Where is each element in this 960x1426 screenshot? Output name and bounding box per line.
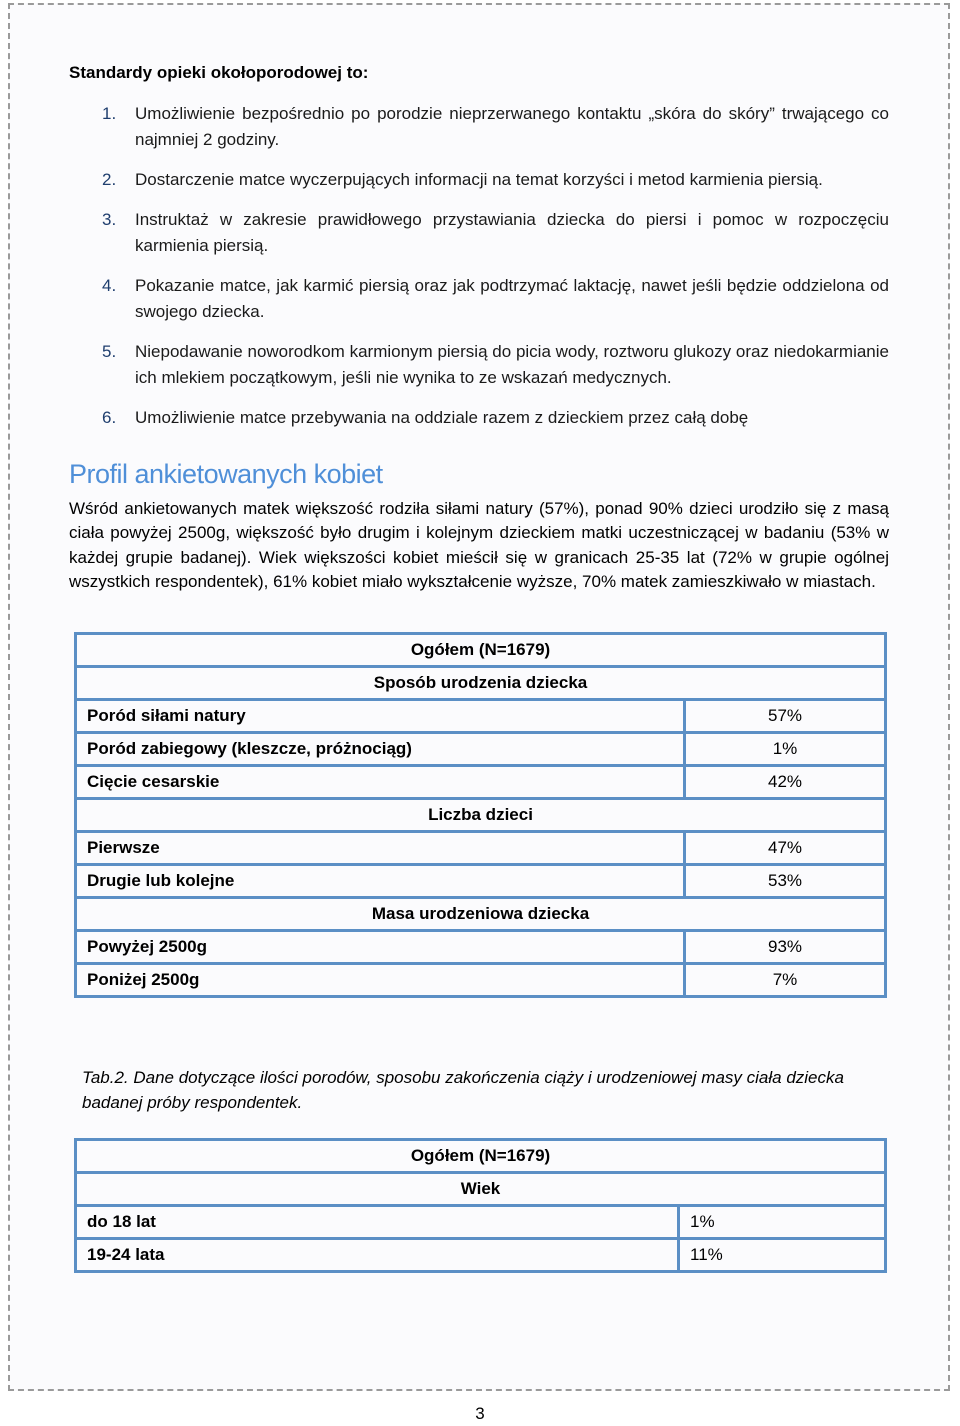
list-item (69, 273, 889, 325)
row-label: Drugie lub kolejne (76, 865, 685, 898)
table-header-row (76, 1140, 886, 1173)
row-value: 1% (679, 1206, 886, 1239)
list-item-number: 6. (102, 408, 117, 427)
row-label: do 18 lat (76, 1206, 679, 1239)
row-value: 53% (685, 865, 886, 898)
table-section-row (76, 799, 886, 832)
list-item-text: Dostarczenie matce wyczerpujących informacji na temat korzyści i metod karmienia piersią. (135, 170, 823, 189)
row-value: 93% (685, 931, 886, 964)
row-label: Pierwsze (76, 832, 685, 865)
list-item-text: Umożliwienie matce przebywania na oddziale razem z dzieckiem przez całą dobę (135, 408, 749, 427)
row-value: 57% (685, 700, 886, 733)
table-section-title: Wiek (76, 1173, 886, 1206)
list-item-text: Niepodawanie noworodkom karmionym piersią do picia wody, roztworu glukozy oraz niedokarmianie ich mlekiem początkowym, jeśli nie wynika to ze wskazań medycznych. (135, 342, 889, 387)
page-number: 3 (475, 1404, 485, 1423)
row-label: Poród siłami natury (76, 700, 685, 733)
list-item-text: Instruktaż w zakresie prawidłowego przystawiania dziecka do piersi i pomoc w rozpoczęciu karmienia piersią. (135, 210, 889, 255)
row-label: Poniżej 2500g (76, 964, 685, 997)
row-value: 42% (685, 766, 886, 799)
birth-data-table (74, 632, 887, 998)
table-caption: Tab.2. Dane dotyczące ilości porodów, sposobu zakończenia ciąży i urodzeniowej masy ciała dziecka badanej próby respondentek. (82, 1068, 844, 1112)
table-row (76, 931, 886, 964)
table-header-cell: Ogółem (N=1679) (76, 634, 886, 667)
list-item-number: 5. (102, 342, 117, 361)
list-item-number: 3. (102, 210, 117, 229)
table-section-title: Sposób urodzenia dziecka (76, 667, 886, 700)
age-table (74, 1138, 887, 1273)
table-section-title: Masa urodzeniowa dziecka (76, 898, 886, 931)
table-row (76, 1239, 886, 1272)
list-item-text: Pokazanie matce, jak karmić piersią oraz jak podtrzymać laktację, nawet jeśli będzie oddzielona od swojego dziecka. (135, 276, 889, 321)
list-item-number: 4. (102, 276, 117, 295)
table-section-row (76, 667, 886, 700)
table-header-cell: Ogółem (N=1679) (76, 1140, 886, 1173)
list-item (69, 339, 889, 391)
row-label: Powyżej 2500g (76, 931, 685, 964)
list-item-text: Umożliwienie bezpośrednio po porodzie nieprzerwanego kontaktu „skóra do skóry” trwającego co najmniej 2 godziny. (135, 104, 889, 149)
table-row (76, 766, 886, 799)
row-value: 47% (685, 832, 886, 865)
row-value: 7% (685, 964, 886, 997)
table-row (76, 1206, 886, 1239)
row-label: Poród zabiegowy (kleszcze, próżnociąg) (76, 733, 685, 766)
row-label: Cięcie cesarskie (76, 766, 685, 799)
list-item (69, 405, 889, 431)
table-row (76, 733, 886, 766)
row-label: 19-24 lata (76, 1239, 679, 1272)
table-row (76, 865, 886, 898)
table-section-row (76, 898, 886, 931)
list-item (69, 167, 889, 193)
list-item-number: 1. (102, 104, 117, 123)
table-header-row (76, 634, 886, 667)
table-row (76, 832, 886, 865)
profile-paragraph: Wśród ankietowanych matek większość rodziła siłami natury (57%), ponad 90% dzieci urodziło się z masą ciała powyżej 2500g, większość było drugim i kolejnym dzieckiem matki uczestniczącej w badaniu (53% w każdej grupie badanej). Wiek większości kobiet mieścił się w granicach 25-35 lat (72% w grupie ogólnej wszystkich respondentek), 61% kobiet miało wykształcenie wyższe, 70% matek zamieszkiwało w miastach. (69, 499, 889, 592)
table-row (76, 700, 886, 733)
standards-list (69, 101, 889, 431)
list-item (69, 101, 889, 153)
table-section-title: Liczba dzieci (76, 799, 886, 832)
list-item-number: 2. (102, 170, 117, 189)
table-section-row (76, 1173, 886, 1206)
section-heading: Profil ankietowanych kobiet (69, 459, 383, 489)
table-row (76, 964, 886, 997)
row-value: 11% (679, 1239, 886, 1272)
standards-title: Standardy opieki okołoporodowej to: (69, 63, 369, 82)
row-value: 1% (685, 733, 886, 766)
list-item (69, 207, 889, 259)
